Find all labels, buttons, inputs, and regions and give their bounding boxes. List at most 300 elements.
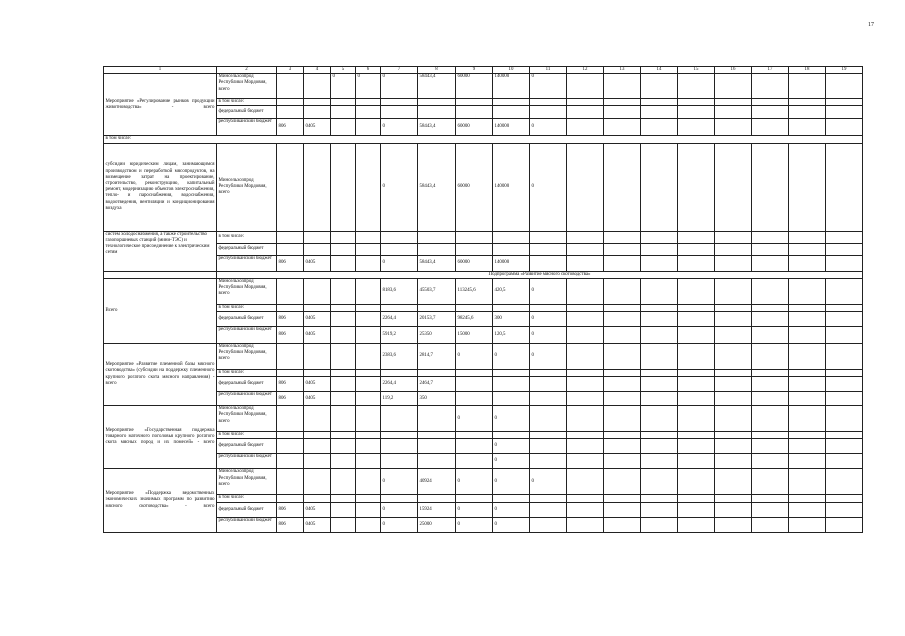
cell [567, 327, 604, 344]
cell [493, 243, 530, 255]
cell [418, 495, 456, 502]
cell [381, 454, 418, 469]
source-cell: Минсельхозпрод Республики Мордовия, всего [217, 74, 277, 99]
cell [277, 143, 304, 231]
cell: 300 [493, 312, 530, 327]
cell: 58443,4 [418, 255, 456, 271]
cell [493, 106, 530, 119]
header-cell: 5 [331, 67, 356, 74]
cell [567, 454, 604, 469]
cell: 0 [381, 143, 418, 231]
source-cell: федеральный бюджет [217, 106, 277, 119]
cell: 20153,7 [418, 312, 456, 327]
cell [604, 344, 641, 370]
cell [604, 327, 641, 344]
source-cell: Минсельхозпрод Республики Мордовия, всего [217, 143, 277, 231]
header-cell: 10 [493, 67, 530, 74]
cell [456, 243, 493, 255]
cell [715, 143, 752, 231]
cell [715, 99, 752, 106]
cell: 0 [530, 119, 567, 136]
cell: 0 [381, 517, 418, 532]
cell [678, 392, 715, 406]
cell: 0405 [304, 119, 331, 136]
cell: 58443,4 [418, 74, 456, 99]
cell [715, 392, 752, 406]
cell [356, 439, 381, 454]
cell [381, 99, 418, 106]
cell: 0 [456, 406, 493, 432]
cell: 420,5 [493, 278, 530, 304]
table-row [104, 327, 863, 344]
source-cell: федеральный бюджет [217, 439, 277, 454]
header-cell: 1 [104, 67, 217, 74]
cell: 2264,4 [381, 377, 418, 392]
cell [752, 312, 789, 327]
cell [331, 278, 356, 304]
cell [789, 406, 826, 432]
cell [789, 231, 826, 243]
cell [493, 432, 530, 439]
cell [418, 231, 456, 243]
cell [604, 406, 641, 432]
cell: 0 [456, 502, 493, 517]
cell [752, 392, 789, 406]
cell: 0 [381, 469, 418, 495]
cell [715, 406, 752, 432]
header-cell: 14 [641, 67, 678, 74]
cell [641, 344, 678, 370]
source-cell: в том числе: [217, 370, 277, 377]
cell [304, 304, 331, 311]
cell [456, 304, 493, 311]
cell [641, 278, 678, 304]
cell [826, 469, 863, 495]
cell [752, 432, 789, 439]
cell: 806 [277, 392, 304, 406]
cell [715, 278, 752, 304]
cell [678, 469, 715, 495]
cell: 0405 [304, 392, 331, 406]
cell [331, 377, 356, 392]
cell [493, 231, 530, 243]
table-row [104, 439, 863, 454]
cell [715, 106, 752, 119]
cell [530, 370, 567, 377]
header-cell: 9 [456, 67, 493, 74]
cell [418, 406, 456, 432]
cell [381, 106, 418, 119]
cell [567, 119, 604, 136]
cell: 0 [493, 502, 530, 517]
cell [715, 432, 752, 439]
cell [826, 119, 863, 136]
cell [381, 495, 418, 502]
cell [604, 231, 641, 243]
cell [381, 370, 418, 377]
table-row [104, 255, 863, 271]
cell [567, 406, 604, 432]
source-cell: республиканский бюджет [217, 454, 277, 469]
cell: 0 [493, 439, 530, 454]
cell [356, 517, 381, 532]
cell [277, 469, 304, 495]
cell [493, 495, 530, 502]
cell [277, 99, 304, 106]
cell [356, 119, 381, 136]
cell [789, 327, 826, 344]
cell [567, 255, 604, 271]
cell [752, 304, 789, 311]
cell: 25000 [418, 517, 456, 532]
cell: 0 [493, 517, 530, 532]
cell [304, 243, 331, 255]
header-cell: 4 [304, 67, 331, 74]
cell [826, 344, 863, 370]
cell [789, 392, 826, 406]
cell [331, 406, 356, 432]
cell: 0 [356, 74, 381, 99]
cell [567, 517, 604, 532]
cell [567, 392, 604, 406]
cell [530, 243, 567, 255]
source-cell: в том числе: [217, 99, 277, 106]
table-row [104, 454, 863, 469]
cell [752, 327, 789, 344]
source-cell: в том числе: [217, 432, 277, 439]
cell [641, 255, 678, 271]
cell [331, 143, 356, 231]
cell [678, 439, 715, 454]
activity-name: систем холодоснабжения, а также строительство газопоршневых станций (мини-ТЭС) и технологическое присоединение к электрическим сетям [104, 231, 217, 271]
cell [604, 377, 641, 392]
cell [826, 231, 863, 243]
cell: 0 [456, 469, 493, 495]
cell [715, 454, 752, 469]
cell [277, 106, 304, 119]
table-row [104, 243, 863, 255]
cell [331, 439, 356, 454]
source-cell: республиканский бюджет [217, 392, 277, 406]
cell [530, 255, 567, 271]
cell [567, 370, 604, 377]
cell [752, 377, 789, 392]
cell: 0 [530, 278, 567, 304]
source-cell: федеральный бюджет [217, 377, 277, 392]
cell [752, 344, 789, 370]
cell [456, 454, 493, 469]
cell [304, 454, 331, 469]
cell [789, 278, 826, 304]
cell [356, 377, 381, 392]
cell [567, 377, 604, 392]
cell [456, 370, 493, 377]
cell: 15924 [418, 502, 456, 517]
cell [418, 454, 456, 469]
cell [752, 454, 789, 469]
source-cell: в том числе: [217, 231, 277, 243]
cell [641, 304, 678, 311]
table-row [104, 517, 863, 532]
cell [641, 495, 678, 502]
cell: 15000 [456, 327, 493, 344]
cell [715, 231, 752, 243]
cell [826, 278, 863, 304]
cell [456, 231, 493, 243]
header-cell: 3 [277, 67, 304, 74]
cell [331, 469, 356, 495]
cell [752, 517, 789, 532]
cell [277, 231, 304, 243]
cell [604, 106, 641, 119]
cell [356, 255, 381, 271]
cell [641, 392, 678, 406]
cell [456, 377, 493, 392]
cell [752, 255, 789, 271]
source-cell: Минсельхозпрод Республики Мордовия, всего [217, 406, 277, 432]
cell [678, 517, 715, 532]
cell [826, 454, 863, 469]
cell [356, 406, 381, 432]
cell [456, 439, 493, 454]
table-row [104, 99, 863, 106]
cell: 806 [277, 517, 304, 532]
section-label: в том числе: [104, 136, 863, 143]
cell [752, 74, 789, 99]
cell: 0 [530, 327, 567, 344]
cell: 0 [381, 74, 418, 99]
cell [277, 304, 304, 311]
cell: 350 [418, 392, 456, 406]
cell [567, 278, 604, 304]
cell [304, 495, 331, 502]
cell [826, 517, 863, 532]
cell [567, 99, 604, 106]
cell [567, 304, 604, 311]
cell: 25350 [418, 327, 456, 344]
cell: 806 [277, 377, 304, 392]
table-row [104, 74, 863, 99]
cell [530, 377, 567, 392]
page-number: 17 [868, 22, 874, 28]
cell: 119,2 [381, 392, 418, 406]
cell [304, 439, 331, 454]
table-row [104, 502, 863, 517]
cell: 60000 [456, 255, 493, 271]
cell [304, 231, 331, 243]
cell [530, 432, 567, 439]
cell [678, 495, 715, 502]
cell [641, 231, 678, 243]
cell [604, 243, 641, 255]
cell [604, 99, 641, 106]
cell: 0405 [304, 517, 331, 532]
cell [567, 502, 604, 517]
cell [752, 502, 789, 517]
cell [826, 502, 863, 517]
cell [641, 327, 678, 344]
cell [826, 312, 863, 327]
header-row [104, 67, 863, 74]
table-row [104, 406, 863, 432]
cell [678, 304, 715, 311]
cell [752, 143, 789, 231]
cell [641, 432, 678, 439]
cell: 806 [277, 312, 304, 327]
cell [715, 439, 752, 454]
cell [604, 469, 641, 495]
cell [331, 231, 356, 243]
cell [604, 255, 641, 271]
cell: 0 [530, 312, 567, 327]
cell [304, 99, 331, 106]
table-row [104, 271, 863, 278]
cell [678, 344, 715, 370]
cell: 0405 [304, 327, 331, 344]
cell: 0 [493, 406, 530, 432]
cell: 58443,4 [418, 143, 456, 231]
cell [356, 106, 381, 119]
table-row [104, 231, 863, 243]
cell [678, 255, 715, 271]
cell [826, 406, 863, 432]
cell [752, 99, 789, 106]
activity-name: Всего [104, 278, 217, 343]
cell [356, 304, 381, 311]
table-row [104, 106, 863, 119]
cell [331, 495, 356, 502]
cell: 0 [493, 454, 530, 469]
cell [826, 74, 863, 99]
table-row [104, 495, 863, 502]
cell [304, 106, 331, 119]
cell: 0 [381, 502, 418, 517]
activity-name: Мероприятие «Развитие племенной базы мясного скотоводства» (субсидии на поддержку племенного крупного рогатого скота мясного направления) - всего [104, 344, 217, 406]
cell [826, 143, 863, 231]
cell [277, 344, 304, 370]
cell: 0 [456, 517, 493, 532]
cell [789, 74, 826, 99]
source-cell: федеральный бюджет [217, 243, 277, 255]
cell [752, 243, 789, 255]
cell [567, 495, 604, 502]
cell [789, 370, 826, 377]
header-cell: 19 [826, 67, 863, 74]
cell [331, 502, 356, 517]
cell: 0405 [304, 312, 331, 327]
cell [331, 370, 356, 377]
cell [530, 304, 567, 311]
cell: 806 [277, 502, 304, 517]
cell [356, 495, 381, 502]
cell [678, 502, 715, 517]
cell: 806 [277, 255, 304, 271]
cell [604, 392, 641, 406]
cell [530, 406, 567, 432]
cell [456, 106, 493, 119]
header-cell: 16 [715, 67, 752, 74]
cell [381, 439, 418, 454]
cell [381, 231, 418, 243]
cell [277, 432, 304, 439]
cell [752, 469, 789, 495]
source-cell: республиканский бюджет [217, 327, 277, 344]
cell: 58443,4 [418, 119, 456, 136]
cell: 140000 [493, 255, 530, 271]
cell: 60000 [456, 119, 493, 136]
cell [331, 243, 356, 255]
cell [826, 255, 863, 271]
table-row [104, 278, 863, 304]
cell: 0 [493, 344, 530, 370]
cell [381, 304, 418, 311]
cell [356, 370, 381, 377]
cell [530, 454, 567, 469]
cell [456, 495, 493, 502]
cell: 0 [381, 119, 418, 136]
cell [715, 327, 752, 344]
cell [826, 370, 863, 377]
cell [356, 278, 381, 304]
cell [641, 517, 678, 532]
cell: 140000 [493, 74, 530, 99]
cell [715, 517, 752, 532]
cell [789, 495, 826, 502]
cell [826, 439, 863, 454]
cell [789, 99, 826, 106]
cell: 40924 [418, 469, 456, 495]
header-cell: 15 [678, 67, 715, 74]
cell: 2814,7 [418, 344, 456, 370]
cell [304, 406, 331, 432]
cell [604, 454, 641, 469]
cell [678, 432, 715, 439]
cell [826, 377, 863, 392]
cell: 98245,6 [456, 312, 493, 327]
cell [715, 255, 752, 271]
cell [277, 74, 304, 99]
cell [826, 99, 863, 106]
cell [530, 392, 567, 406]
cell [304, 143, 331, 231]
cell [678, 243, 715, 255]
cell [604, 304, 641, 311]
cell [418, 304, 456, 311]
cell [641, 106, 678, 119]
cell [331, 106, 356, 119]
cell [604, 502, 641, 517]
header-cell: 13 [604, 67, 641, 74]
cell [789, 344, 826, 370]
source-cell: Минсельхозпрод Республики Мордовия, всего [217, 344, 277, 370]
table-row [104, 392, 863, 406]
cell [641, 370, 678, 377]
cell [604, 432, 641, 439]
cell: 0 [530, 143, 567, 231]
cell [277, 406, 304, 432]
cell [826, 432, 863, 439]
header-cell: 17 [752, 67, 789, 74]
cell [678, 370, 715, 377]
cell: 806 [277, 119, 304, 136]
cell [789, 106, 826, 119]
activity-name: Мероприятие «Государственная поддержка товарного маточного поголовья крупного рогатого скота мясных пород и их помесей» - всего [104, 406, 217, 469]
header-cell: 18 [789, 67, 826, 74]
cell: 60000 [456, 74, 493, 99]
cell [381, 243, 418, 255]
cell [331, 304, 356, 311]
cell [277, 370, 304, 377]
